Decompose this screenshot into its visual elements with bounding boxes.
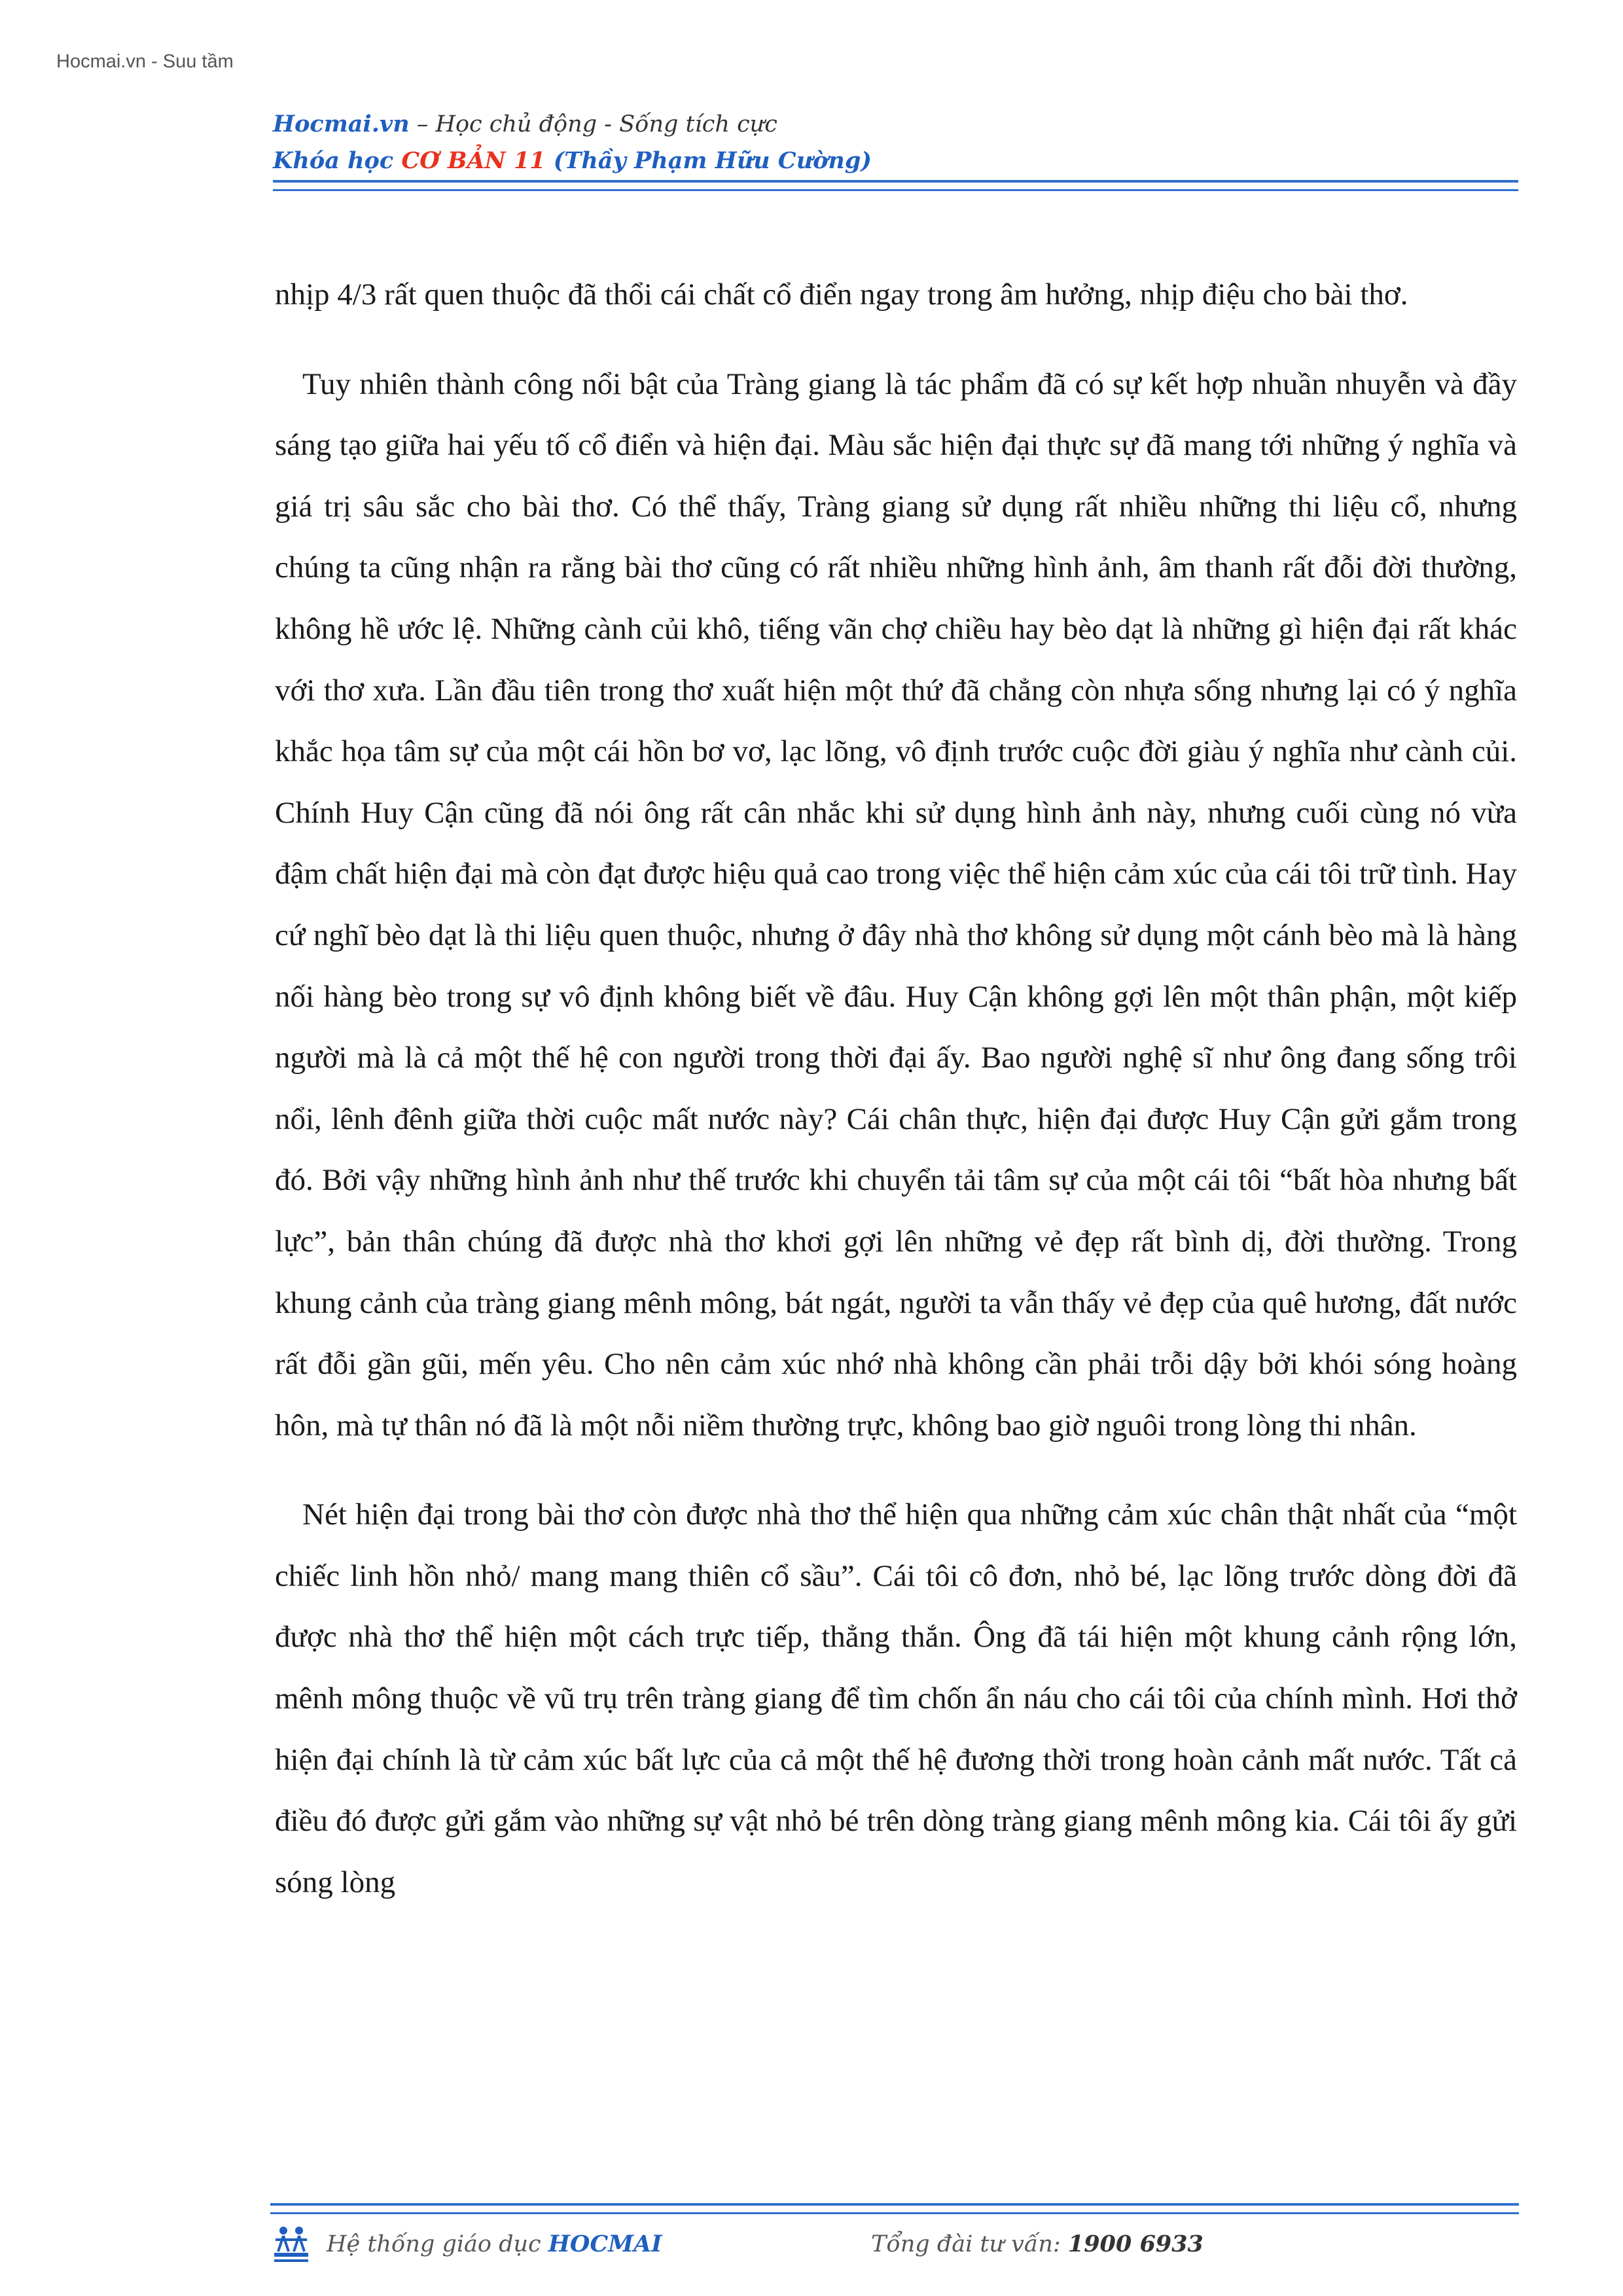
course-level: CƠ BẢN 11 — [401, 147, 546, 174]
brand-name: Hocmai.vn — [273, 111, 410, 137]
header-course-line — [273, 143, 1516, 179]
body-paragraph-2: Tuy nhiên thành công nổi bật của Tràng giang là tác phẩm đã có sự kết hợp nhuần nhuyễn và đầy sáng tạo giữa hai yếu tố cổ điển và hiện đại. Màu sắc hiện đại thực sự đã mang tới những ý nghĩa và giá trị sâu sắc cho bài thơ. Có thể thấy, Tràng giang sử dụng rất nhiều những thi liệu cổ, nhưng chúng ta cũng nhận ra rằng bài thơ cũng có rất nhiều những hình ảnh, âm thanh rất đỗi đời thường, không hề ước lệ. Những cành củi khô, tiếng vãn chợ chiều hay bèo dạt là những gì hiện đại rất khác với thơ xưa. Lần đầu tiên trong thơ xuất hiện một thứ đã chẳng còn nhựa sống nhưng lại có ý nghĩa khắc họa tâm sự của một cái hồn bơ vơ, lạc lõng, vô định trước cuộc đời giàu ý nghĩa như cành củi. Chính Huy Cận cũng đã nói ông rất cân nhắc khi sử dụng hình ảnh này, nhưng cuối cùng nó vừa đậm chất hiện đại mà còn đạt được hiệu quả cao trong việc thể hiện cảm xúc của cái tôi trữ tình. Hay cứ nghĩ bèo dạt là thi liệu quen thuộc, nhưng ở đây nhà thơ không sử dụng một cánh bèo mà là hàng nối hàng bèo trong sự vô định không biết về đâu. Huy Cận không gợi lên một thân phận, một kiếp người mà là cả một thế hệ con người trong thời đại ấy. Bao người nghệ sĩ như ông đang sống trôi nổi, lênh đênh giữa thời cuộc mất nước này? Cái chân thực, hiện đại được Huy Cận gửi gắm trong đó. Bởi vậy những hình ảnh như thế trước khi chuyển tải tâm sự của một cái tôi “bất hòa nhưng bất lực”, bản thân chúng đã được nhà thơ khơi gợi lên những vẻ đẹp rất bình dị, đời thường. Trong khung cảnh của tràng giang mênh mông, bát ngát, người ta vẫn thấy vẻ đẹp của quê hương, đất nước rất đỗi gần gũi, mến yêu. Cho nên cảm xúc nhớ nhà không cần phải trỗi dậy bởi khói sóng hoàng hôn, mà tự thân nó đã là một nỗi niềm thường trực, không bao giờ nguôi trong lòng thi nhân. — [275, 367, 1517, 1443]
page-header — [273, 106, 1516, 179]
body-paragraph-1: nhịp 4/3 rất quen thuộc đã thổi cái chất cổ điển ngay trong âm hưởng, nhịp điệu cho bài thơ. — [275, 278, 1408, 312]
body-paragraph-3: Nét hiện đại trong bài thơ còn được nhà thơ thể hiện qua những cảm xúc chân thật nhất của “một chiếc linh hồn nhỏ/ mang mang thiên cổ sầu”. Cái tôi cô đơn, nhỏ bé, lạc lõng trước dòng đời đã được nhà thơ thể hiện một cách trực tiếp, thẳng thắn. Ông đã tái hiện một khung cảnh rộng lớn, mênh mông thuộc về vũ trụ trên tràng giang để tìm chốn ẩn náu cho cái tôi của chính mình. Hơi thở hiện đại chính là từ cảm xúc bất lực của cả một thế hệ đương thời trong hoàn cảnh mất nước. Tất cả điều đó được gửi gắm vào những sự vật nhỏ bé trên dòng tràng giang mênh mông kia. Cái tôi ấy gửi sóng lòng — [275, 1498, 1517, 1899]
footer-divider — [270, 2203, 1519, 2214]
footer-system-name: HOCMAI — [548, 2231, 662, 2257]
brand-slogan: – Học chủ động - Sống tích cực — [409, 111, 777, 137]
page-footer — [270, 2219, 1519, 2271]
footer-system-prefix: Hệ thống giáo dục — [327, 2231, 548, 2257]
header-divider — [273, 180, 1518, 191]
hocmai-logo-icon — [270, 2224, 312, 2265]
footer-hotline — [871, 2231, 1204, 2257]
watermark-text: Hocmai.vn - Suu tầm — [56, 51, 234, 72]
course-prefix: Khóa học — [273, 147, 402, 174]
page-body — [275, 264, 1517, 1913]
footer-hotline-label: Tổng đài tư vấn: — [871, 2231, 1068, 2257]
footer-education-system — [327, 2231, 662, 2257]
course-teacher: (Thầy Phạm Hữu Cường) — [545, 147, 872, 174]
header-brand-line — [273, 106, 1516, 143]
footer-hotline-number: 1900 6933 — [1067, 2231, 1204, 2257]
